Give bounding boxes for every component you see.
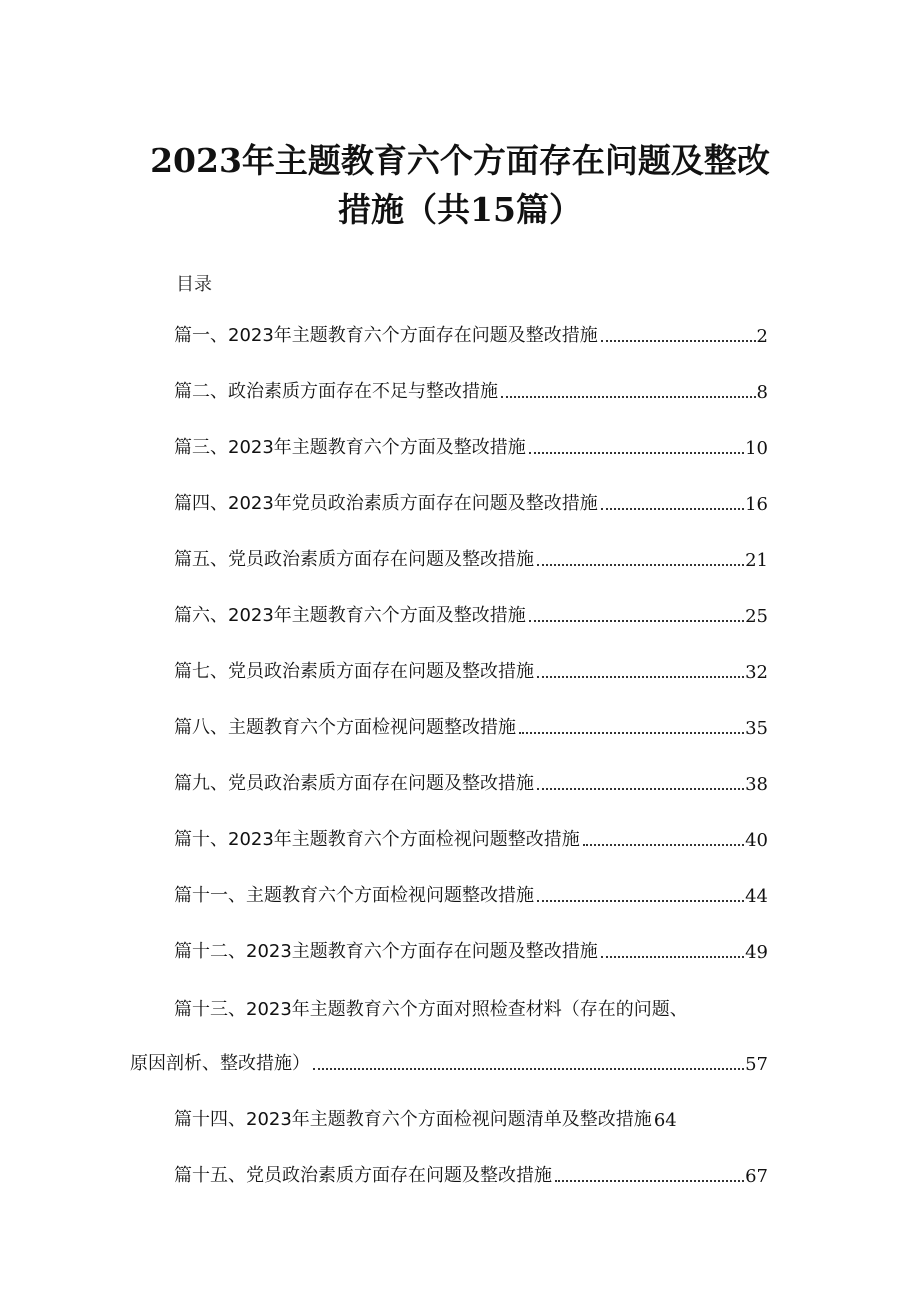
toc-entry-label: 篇十一、主题教育六个方面检视问题整改措施 [174,885,534,906]
toc-entry-10[interactable] [174,827,768,851]
toc-dot-leader [313,1068,744,1070]
toc-entry-14[interactable] [174,1107,768,1131]
toc-dot-leader [519,732,744,734]
toc-entry-label: 篇三、2023年主题教育六个方面及整改措施 [174,437,526,458]
toc-page-number: 25 [745,606,768,627]
toc-dot-leader [601,956,744,958]
document-title-line-2: 措施（共15篇） [338,190,582,229]
toc-entry-label: 篇二、政治素质方面存在不足与整改措施 [174,381,498,402]
toc-dot-leader [601,508,744,510]
toc-entry-1[interactable] [174,323,768,347]
toc-dot-leader [537,564,744,566]
toc-dot-leader [537,676,744,678]
toc-entry-11[interactable] [174,883,768,907]
toc-page-number: 8 [756,382,768,403]
toc-dot-leader [501,396,756,398]
toc-entry-3[interactable] [174,435,768,459]
toc-page-number: 32 [745,662,768,683]
toc-entry-label: 原因剖析、整改措施） [130,1053,310,1074]
toc-page-number: 21 [745,550,768,571]
toc-entry-label: 篇十二、2023主题教育六个方面存在问题及整改措施 [174,941,598,962]
toc-entry-label: 篇九、党员政治素质方面存在问题及整改措施 [174,773,534,794]
toc-entry-label: 篇十三、2023年主题教育六个方面对照检查材料（存在的问题、 [174,999,688,1020]
toc-entry-5[interactable] [174,547,768,571]
toc-page-number: 10 [745,438,768,459]
toc-page-number: 35 [745,718,768,739]
toc-entry-4[interactable] [174,491,768,515]
toc-page-number: 49 [745,942,768,963]
toc-page-number: 67 [745,1166,768,1187]
toc-heading: 目录 [176,274,212,295]
toc-entry-label: 篇八、主题教育六个方面检视问题整改措施 [174,717,516,738]
toc-page-number: 40 [745,830,768,851]
toc-page-number: 38 [745,774,768,795]
toc-entry-8[interactable] [174,715,768,739]
toc-page-number: 57 [745,1054,768,1075]
toc-entry-2[interactable] [174,379,768,403]
toc-entry-label: 篇十、2023年主题教育六个方面检视问题整改措施 [174,829,580,850]
toc-entry-7[interactable] [174,659,768,683]
document-title-line-1: 2023年主题教育六个方面存在问题及整改 [150,141,770,180]
toc-entry-13-line-1[interactable] [174,995,768,1019]
toc-dot-leader [529,620,744,622]
toc-entry-label: 篇七、党员政治素质方面存在问题及整改措施 [174,661,534,682]
toc-dot-leader [555,1180,744,1182]
toc-entry-label: 篇十五、党员政治素质方面存在问题及整改措施 [174,1165,552,1186]
toc-entry-label: 篇十四、2023年主题教育六个方面检视问题清单及整改措施 [174,1109,652,1130]
toc-entry-15[interactable] [174,1163,768,1187]
toc-dot-leader [537,788,744,790]
toc-dot-leader [529,452,744,454]
toc-page-number: 44 [745,886,768,907]
toc-page-number: 2 [756,326,768,347]
toc-entry-13-line-2[interactable] [130,1051,768,1075]
toc-dot-leader [601,340,756,342]
toc-entry-6[interactable] [174,603,768,627]
toc-entry-label: 篇五、党员政治素质方面存在问题及整改措施 [174,549,534,570]
toc-page-number: 64 [653,1110,677,1131]
toc-entry-9[interactable] [174,771,768,795]
toc-entry-label: 篇六、2023年主题教育六个方面及整改措施 [174,605,526,626]
toc-entry-label: 篇一、2023年主题教育六个方面存在问题及整改措施 [174,325,598,346]
toc-page-number: 16 [745,494,768,515]
toc-dot-leader [537,900,744,902]
toc-entry-12[interactable] [174,939,768,963]
toc-dot-leader [583,844,744,846]
toc-entry-label: 篇四、2023年党员政治素质方面存在问题及整改措施 [174,493,598,514]
